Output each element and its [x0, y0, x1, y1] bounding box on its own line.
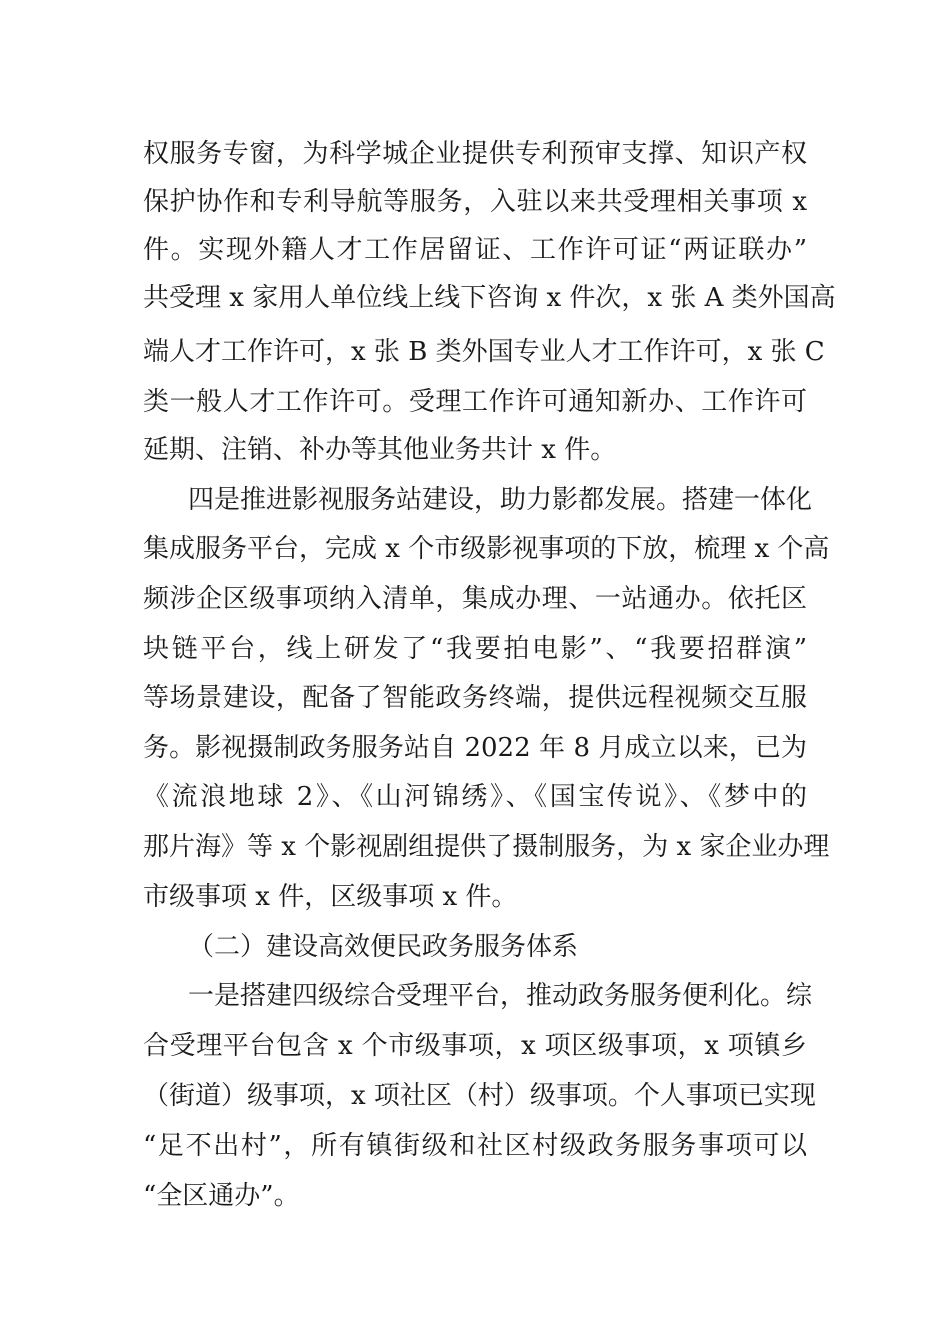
paragraph-2-line-1: 四是推进影视服务站建设，助力影都发展。搭建一体化	[188, 485, 813, 515]
section-heading: （二）建设高效便民政务服务体系	[188, 932, 579, 962]
paragraph-2-line-5: 等场景建设，配备了智能政务终端，提供远程视频交互服	[143, 683, 807, 713]
paragraph-2-line-8: 那片海》等 x 个影视剧组提供了摄制服务，为 x 家企业办理	[143, 832, 830, 862]
paragraph-1-line-1: 权服务专窗，为科学城企业提供专利预审支撑、知识产权	[143, 139, 807, 169]
paragraph-3-line-1: 一是搭建四级综合受理平台，推动政务服务便利化。综	[188, 981, 813, 1011]
paragraph-1-line-3: 件。实现外籍人才工作居留证、工作许可证“两证联办”	[143, 235, 807, 265]
paragraph-2-line-4: 块链平台，线上研发了“我要拍电影”、“我要招群演”	[143, 634, 807, 664]
paragraph-1-line-6: 类一般人才工作许可。受理工作许可通知新办、工作许可	[143, 387, 807, 417]
paragraph-1-line-7: 延期、注销、补办等其他业务共计 x 件。	[143, 435, 617, 465]
paragraph-3-line-3: （街道）级事项，x 项社区（村）级事项。个人事项已实现	[143, 1081, 816, 1111]
paragraph-2-line-6: 务。影视摄制政务服务站自 2022 年 8 月成立以来，已为	[143, 733, 807, 763]
paragraph-3-line-2: 合受理平台包含 x 个市级事项，x 项区级事项，x 项镇乡	[143, 1031, 807, 1061]
paragraph-2-line-7: 《流浪地球 2》、《山河锦绣》、《国宝传说》、《梦中的	[143, 782, 807, 812]
paragraph-1-line-2: 保护协作和专利导航等服务，入驻以来共受理相关事项 x	[143, 187, 807, 217]
paragraph-2-line-3: 频涉企区级事项纳入清单，集成办理、一站通办。依托区	[143, 584, 807, 614]
paragraph-3-line-4: “足不出村”，所有镇街级和社区村级政务服务事项可以	[143, 1131, 807, 1161]
paragraph-3-line-5: “全区通办”。	[143, 1181, 300, 1211]
paragraph-2-line-9: 市级事项 x 件，区级事项 x 件。	[143, 882, 518, 912]
paragraph-2-line-2: 集成服务平台，完成 x 个市级影视事项的下放，梳理 x 个高	[143, 534, 830, 564]
paragraph-1-line-4: 共受理 x 家用人单位线上线下咨询 x 件次，x 张 A 类外国高	[143, 283, 836, 313]
paragraph-1-line-5: 端人才工作许可，x 张 B 类外国专业人才工作许可，x 张 C	[143, 337, 825, 367]
